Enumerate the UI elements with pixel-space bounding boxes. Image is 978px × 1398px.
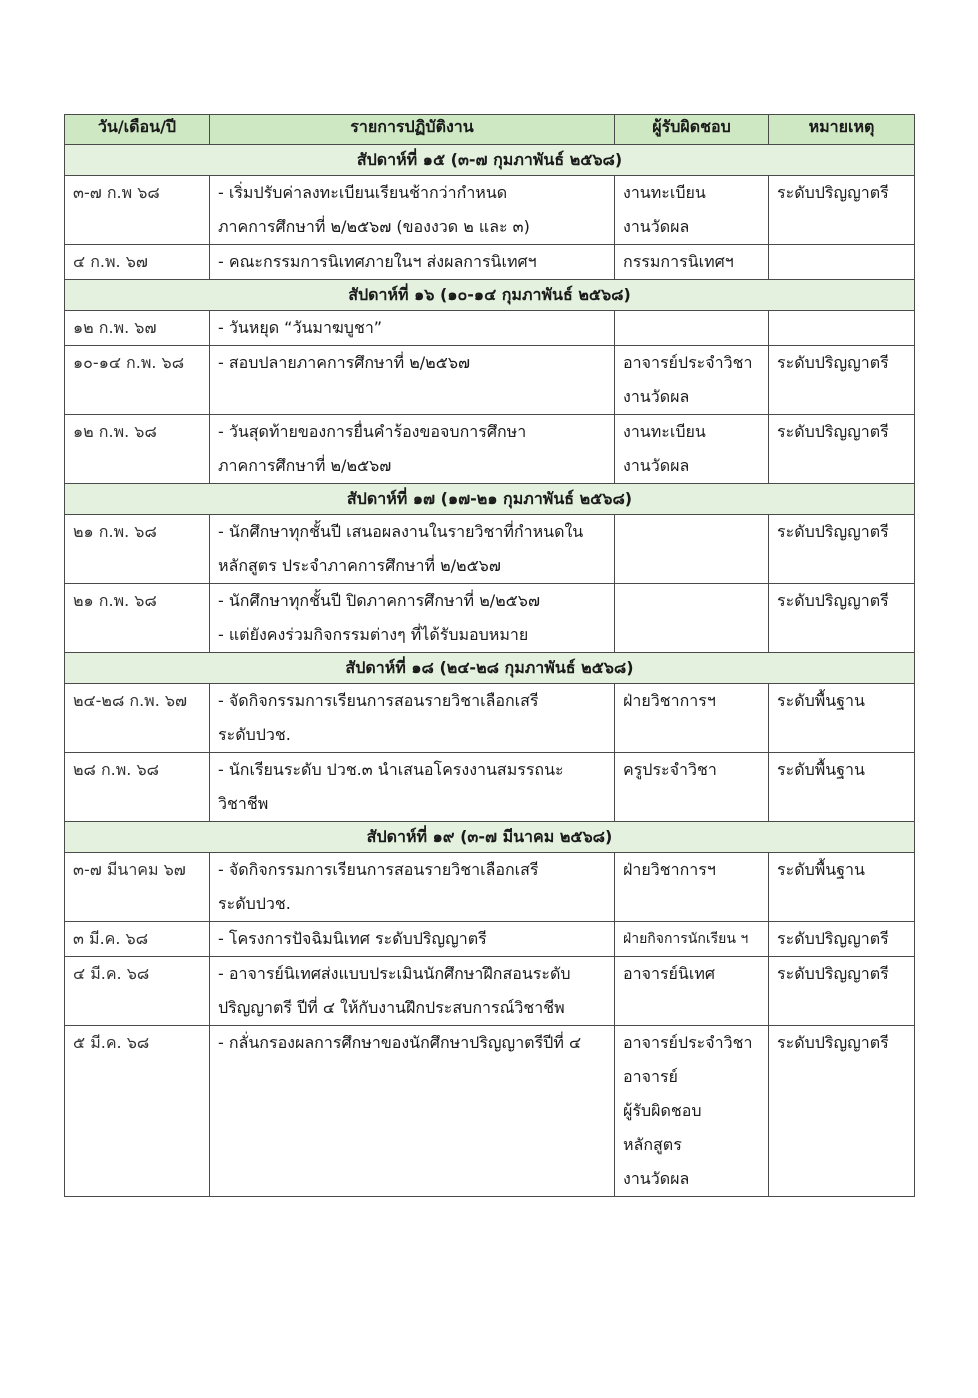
responsible-cell	[615, 584, 769, 653]
table-header-row	[65, 115, 915, 145]
cell-text: ๑๒ ก.พ. ๖๗	[73, 318, 157, 337]
week-title: สัปดาห์ที่ ๑๗ (๑๗-๒๑ กุมภาพันธ์ ๒๕๖๘)	[65, 484, 915, 515]
cell-text: ๓-๗ ก.พ ๖๘	[73, 183, 160, 202]
cell-text: - โครงการปัจฉิมนิเทศ ระดับปริญญาตรี	[218, 929, 487, 948]
date-cell	[65, 684, 210, 753]
note-cell	[769, 584, 915, 653]
cell-text: อาจารย์ประจำวิชา	[623, 353, 753, 372]
responsible-cell	[615, 245, 769, 280]
cell-text: - วันสุดท้ายของการยื่นคำร้องขอจบการศึกษา	[218, 422, 527, 441]
task-cell	[210, 515, 615, 584]
responsible-cell	[615, 957, 769, 1026]
week-header-row	[65, 280, 915, 311]
date-cell	[65, 346, 210, 415]
week-title: สัปดาห์ที่ ๑๘ (๒๔-๒๘ กุมภาพันธ์ ๒๕๖๘)	[65, 653, 915, 684]
task-cell	[210, 853, 615, 922]
cell-text: งานทะเบียน	[623, 422, 706, 441]
cell-text: งานทะเบียน	[623, 183, 706, 202]
responsible-cell	[615, 176, 769, 245]
cell-text: ปริญญาตรี ปีที่ ๔ ให้กับงานฝึกประสบการณ์วิชาชีพ	[218, 998, 565, 1017]
header-date: วัน/เดือน/ปี	[65, 115, 210, 145]
task-cell	[210, 415, 615, 484]
task-cell	[210, 584, 615, 653]
cell-text: ครูประจำวิชา	[623, 760, 717, 779]
table-row	[65, 922, 915, 957]
cell-text: ๓ มี.ค. ๖๘	[73, 929, 149, 948]
responsible-cell	[615, 922, 769, 957]
note-cell	[769, 311, 915, 346]
table-row	[65, 753, 915, 822]
note-cell	[769, 346, 915, 415]
date-cell	[65, 415, 210, 484]
cell-text: ระดับปวช.	[218, 894, 291, 913]
note-cell	[769, 922, 915, 957]
cell-text: กรรมการนิเทศฯ	[623, 252, 734, 271]
cell-text: - อาจารย์นิเทศส่งแบบประเมินนักศึกษาฝึกสอนระดับ	[218, 964, 571, 983]
cell-text: ภาคการศึกษาที่ ๒/๒๕๖๗	[218, 456, 392, 475]
cell-text	[777, 245, 906, 279]
responsible-cell	[615, 1026, 769, 1197]
date-cell	[65, 1026, 210, 1197]
responsible-cell	[615, 753, 769, 822]
cell-text: ภาคการศึกษาที่ ๒/๒๕๖๗ (ของงวด ๒ และ ๓)	[218, 217, 530, 236]
header-task: รายการปฏิบัติงาน	[210, 115, 615, 145]
cell-text: - คณะกรรมการนิเทศภายในฯ ส่งผลการนิเทศฯ	[218, 252, 537, 271]
cell-text: - จัดกิจกรรมการเรียนการสอนรายวิชาเลือกเสรี	[218, 860, 539, 879]
note-cell	[769, 684, 915, 753]
cell-text: - วันหยุด “วันมาฆบูชา”	[218, 318, 383, 337]
note-cell	[769, 415, 915, 484]
task-cell	[210, 346, 615, 415]
task-cell	[210, 1026, 615, 1197]
note-cell	[769, 245, 915, 280]
cell-text: ๕ มี.ค. ๖๘	[73, 1033, 150, 1052]
schedule-table	[64, 114, 915, 1197]
cell-text: อาจารย์ประจำวิชา	[623, 1033, 753, 1052]
week-title: สัปดาห์ที่ ๑๕ (๓-๗ กุมภาพันธ์ ๒๕๖๘)	[65, 145, 915, 176]
cell-text: อาจารย์นิเทศ	[623, 964, 716, 983]
cell-text	[623, 584, 760, 618]
note-cell	[769, 176, 915, 245]
table-row	[65, 515, 915, 584]
table-row	[65, 853, 915, 922]
cell-text: งานวัดผล	[623, 1169, 690, 1188]
date-cell	[65, 245, 210, 280]
note-cell	[769, 753, 915, 822]
table-row	[65, 584, 915, 653]
week-header-row	[65, 484, 915, 515]
date-cell	[65, 515, 210, 584]
table-row	[65, 311, 915, 346]
note-cell	[769, 853, 915, 922]
cell-text: งานวัดผล	[623, 217, 690, 236]
cell-text: ๑๒ ก.พ. ๖๘	[73, 422, 157, 441]
cell-text: ระดับปริญญาตรี	[777, 422, 889, 441]
cell-text: ระดับพื้นฐาน	[777, 860, 865, 879]
responsible-cell	[615, 515, 769, 584]
cell-text: ระดับปริญญาตรี	[777, 522, 889, 541]
responsible-cell	[615, 684, 769, 753]
task-cell	[210, 176, 615, 245]
cell-text: ๔ มี.ค. ๖๘	[73, 964, 150, 983]
table-row	[65, 957, 915, 1026]
cell-text: ระดับปริญญาตรี	[777, 353, 889, 372]
note-cell	[769, 515, 915, 584]
cell-text: ๓-๗ มีนาคม ๖๗	[73, 860, 186, 879]
cell-text: ระดับปริญญาตรี	[777, 183, 889, 202]
responsible-cell	[615, 346, 769, 415]
cell-text: ฝ่ายวิชาการฯ	[623, 860, 716, 879]
week-title: สัปดาห์ที่ ๑๙ (๓-๗ มีนาคม ๒๕๖๘)	[65, 822, 915, 853]
table-row	[65, 245, 915, 280]
week-title: สัปดาห์ที่ ๑๖ (๑๐-๑๔ กุมภาพันธ์ ๒๕๖๘)	[65, 280, 915, 311]
header-note: หมายเหตุ	[769, 115, 915, 145]
cell-text: - นักเรียนระดับ ปวช.๓ นำเสนอโครงงานสมรรถนะ	[218, 760, 564, 779]
task-cell	[210, 957, 615, 1026]
task-cell	[210, 753, 615, 822]
week-header-row	[65, 822, 915, 853]
cell-text: - แต่ยังคงร่วมกิจกรรมต่างๆ ที่ได้รับมอบหมาย	[218, 625, 529, 644]
cell-text: ระดับปริญญาตรี	[777, 929, 889, 948]
date-cell	[65, 957, 210, 1026]
header-responsible: ผู้รับผิดชอบ	[615, 115, 769, 145]
task-cell	[210, 684, 615, 753]
cell-text: ระดับปริญญาตรี	[777, 591, 889, 610]
cell-text: ๔ ก.พ. ๖๗	[73, 252, 148, 271]
week-header-row	[65, 145, 915, 176]
note-cell	[769, 957, 915, 1026]
cell-text: ๒๔-๒๘ ก.พ. ๖๗	[73, 691, 188, 710]
cell-text	[623, 311, 760, 345]
cell-text: - จัดกิจกรรมการเรียนการสอนรายวิชาเลือกเสรี	[218, 691, 539, 710]
cell-text: งานวัดผล	[623, 387, 690, 406]
cell-text: ๒๘ ก.พ. ๖๘	[73, 760, 159, 779]
table-row	[65, 415, 915, 484]
schedule-body	[65, 145, 915, 1197]
cell-text: ๒๑ ก.พ. ๖๘	[73, 591, 157, 610]
cell-text: ผู้รับผิดชอบ	[623, 1101, 702, 1120]
cell-text: ๒๑ ก.พ. ๖๘	[73, 522, 157, 541]
task-cell	[210, 311, 615, 346]
table-row	[65, 346, 915, 415]
cell-text: อาจารย์	[623, 1067, 678, 1086]
responsible-cell	[615, 311, 769, 346]
cell-text: ฝ่ายวิชาการฯ	[623, 691, 716, 710]
task-cell	[210, 922, 615, 957]
cell-text: ระดับพื้นฐาน	[777, 760, 865, 779]
date-cell	[65, 584, 210, 653]
date-cell	[65, 853, 210, 922]
cell-text: ระดับปวช.	[218, 725, 291, 744]
cell-text: - เริ่มปรับค่าลงทะเบียนเรียนช้ากว่ากำหนด	[218, 183, 508, 202]
responsible-cell	[615, 853, 769, 922]
note-cell	[769, 1026, 915, 1197]
date-cell	[65, 922, 210, 957]
cell-text: - นักศึกษาทุกชั้นปี เสนอผลงานในรายวิชาที่กำหนดใน	[218, 522, 584, 541]
cell-text: งานวัดผล	[623, 456, 690, 475]
cell-text: - สอบปลายภาคการศึกษาที่ ๒/๒๕๖๗	[218, 353, 470, 372]
date-cell	[65, 753, 210, 822]
cell-text: ระดับปริญญาตรี	[777, 1033, 889, 1052]
cell-text: ฝ่ายกิจการนักเรียน ฯ	[623, 931, 749, 947]
cell-text: หลักสูตร	[623, 1135, 682, 1154]
cell-text: - นักศึกษาทุกชั้นปี ปิดภาคการศึกษาที่ ๒/๒๕๖๗	[218, 591, 540, 610]
cell-text: - กลั่นกรองผลการศึกษาของนักศึกษาปริญญาตรีปีที่ ๔	[218, 1033, 582, 1052]
task-cell	[210, 245, 615, 280]
week-header-row	[65, 653, 915, 684]
cell-text: ๑๐-๑๔ ก.พ. ๖๘	[73, 353, 185, 372]
cell-text: วิชาชีพ	[218, 794, 269, 813]
date-cell	[65, 176, 210, 245]
responsible-cell	[615, 415, 769, 484]
table-row	[65, 1026, 915, 1197]
date-cell	[65, 311, 210, 346]
cell-text	[623, 515, 760, 549]
table-row	[65, 684, 915, 753]
table-row	[65, 176, 915, 245]
schedule-sheet	[64, 114, 914, 1197]
cell-text	[777, 311, 906, 345]
cell-text: ระดับปริญญาตรี	[777, 964, 889, 983]
cell-text: หลักสูตร ประจำภาคการศึกษาที่ ๒/๒๕๖๗	[218, 556, 501, 575]
cell-text: ระดับพื้นฐาน	[777, 691, 865, 710]
